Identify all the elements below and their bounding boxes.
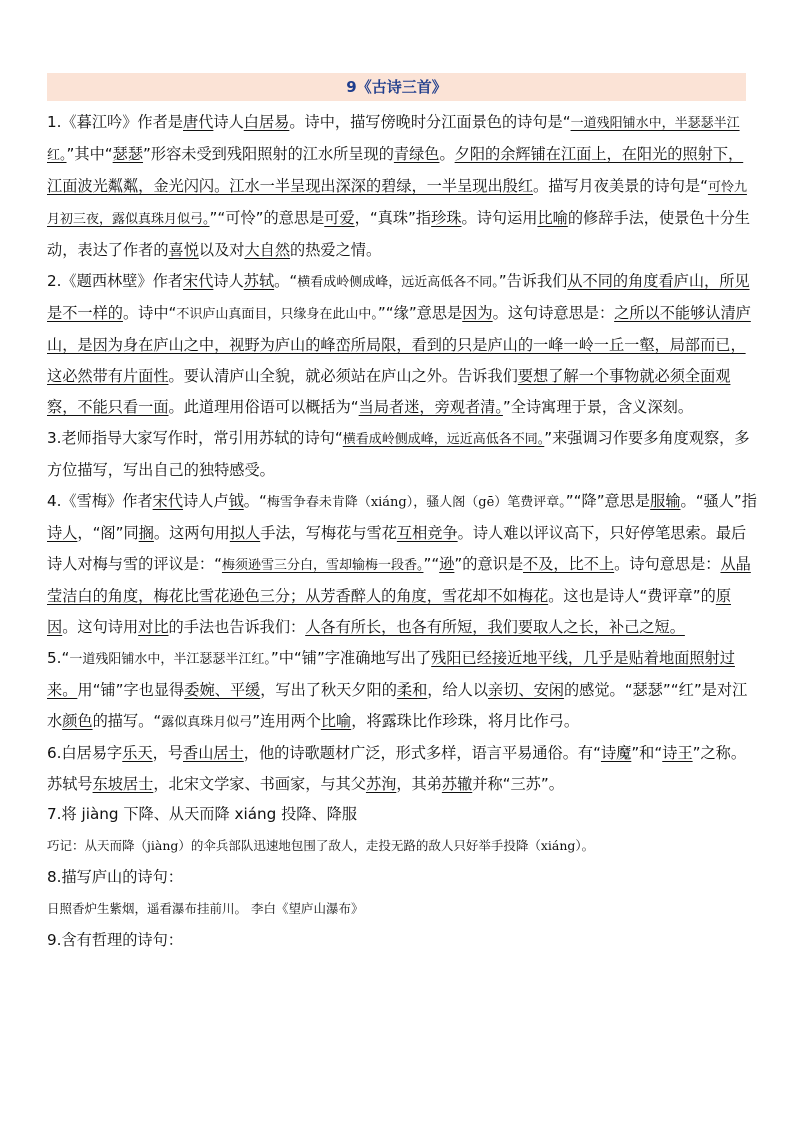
answer-text: 要想了解一个事物就必须全面观察，不能只看一面 — [47, 367, 731, 416]
answer-text: 拟人 — [229, 524, 261, 542]
text-run: 。这两句用 — [153, 524, 230, 542]
note-paragraph — [47, 107, 757, 266]
answer-text: 人各有所长，也各有所短，我们要取人之长，补己之短。 — [305, 618, 685, 636]
answer-text: 互相竞争 — [396, 524, 458, 542]
text-run: 8.描写庐山的诗句： — [47, 868, 183, 886]
text-run: ，“真珠”指 — [354, 209, 432, 227]
text-run: 诗人卢 — [183, 492, 229, 510]
text-run: 手法，写梅花与雪花 — [260, 524, 397, 542]
note-paragraph — [47, 863, 757, 892]
text-run: 5.“ — [47, 649, 70, 667]
text-run: ，号 — [152, 744, 183, 762]
text-run: 以及对 — [198, 241, 245, 259]
text-run: ，他的诗歌题材广泛，形式多样，语言平易通俗。有“ — [243, 744, 601, 762]
answer-text: 钺 — [228, 492, 244, 510]
text-run: ”之称。苏轼号 — [47, 744, 747, 793]
text-run: 。“骚人”指 — [680, 492, 757, 510]
text-run: 6.白居易字 — [47, 744, 123, 762]
text-run: ”来强调习作要多角度观察，多方位描写，写出自己的独特感受。 — [47, 429, 750, 479]
text-run: 。此道理用俗语可以概括为“ — [168, 398, 359, 416]
answer-text: 横看成岭侧成峰，远近高低各不同。 — [342, 432, 545, 447]
text-run: 的手法也告诉我们： — [168, 618, 306, 636]
text-run: ”“ — [423, 555, 440, 573]
answer-text: 残阳已经接近地平线，几乎是贴着地面照射过来。 — [47, 649, 735, 699]
answer-text: 从不同的角度看庐山，所见是不一样的 — [47, 272, 750, 322]
answer-text: 香山居士 — [183, 744, 244, 762]
text-run: 用“铺”字也显得 — [77, 681, 185, 699]
answer-text: 苏洵 — [365, 775, 397, 793]
answer-text: 苏辙 — [441, 775, 473, 793]
text-run: 7.将 jiàng 下降、从天而降 xiáng 投降、降服 — [47, 805, 358, 823]
text-run: 的描写。“ — [92, 712, 162, 730]
answer-text: 诗魔 — [600, 744, 632, 762]
answer-text: 亲切、安闲 — [488, 681, 564, 699]
answer-text: 诗人 — [47, 524, 78, 542]
answer-text: 原因 — [47, 587, 731, 636]
text-run: 2.《题西林壁》作者 — [47, 272, 183, 290]
answer-text: 颜色 — [62, 712, 93, 730]
text-run: 诗人 — [213, 272, 244, 290]
text-run: ，给人以 — [427, 681, 488, 699]
answer-text: 梅须逊雪三分白，雪却输梅一段香。 — [221, 558, 424, 573]
answer-text: 可怜九月初三夜，露似真珠月似弓。 — [47, 180, 747, 227]
text-run: 横看成岭侧成峰，远近高低各不同。 — [297, 275, 499, 290]
text-run: 。“ — [274, 272, 298, 290]
note-paragraph — [47, 926, 757, 955]
text-run: 巧记：从天而降（jiàng）的伞兵部队迅速地包围了敌人，走投无路的敌人只好举手投降（xiáng）。 — [47, 838, 595, 853]
answer-text: 之所以不能够认清庐山，是因为身在庐山之中，视野为庐山的峰峦所局限，看到的只是庐山的一峰一岭一丘一壑，局部而已，这必然带有片面性 — [47, 304, 751, 385]
note-paragraph — [47, 266, 757, 423]
text-run: 。“ — [243, 492, 267, 510]
note-paragraph — [47, 423, 757, 486]
answer-text: 不及，比不上 — [523, 555, 615, 573]
notes-body — [47, 107, 757, 955]
text-run: ”“可怜”的意思是 — [209, 209, 325, 227]
answer-text: 唐代 — [183, 113, 214, 131]
answer-text: 搁 — [138, 524, 154, 542]
text-run: 。这也是诗人“费评章”的 — [548, 587, 716, 605]
text-run: ，“阁”同 — [77, 524, 139, 542]
text-run: 。描写月夜美景的诗句是“ — [533, 177, 708, 195]
text-run: ”“降”意思是 — [565, 492, 651, 510]
text-run: ”中“铺”字准确地写出了 — [270, 649, 432, 667]
answer-text: 委婉、平缓 — [184, 681, 261, 699]
answer-text: 对比 — [138, 618, 169, 636]
text-run: 9.含有哲理的诗句： — [47, 931, 183, 949]
answer-text: 比喻 — [537, 209, 568, 227]
answer-text: 因为 — [462, 304, 493, 322]
text-run: ”告诉我们 — [498, 272, 568, 290]
answer-text: 一道残阳铺水中，半瑟瑟半江红。 — [47, 116, 740, 163]
answer-text: 宋代 — [152, 492, 183, 510]
page-title: 9《古诗三首》 — [47, 73, 746, 101]
text-run: 一道残阳铺水中，半江瑟瑟半江红。 — [69, 652, 271, 667]
answer-text: 当局者迷，旁观者清。 — [358, 398, 503, 416]
answer-text: 乐天 — [122, 744, 153, 762]
answer-text: 柔和 — [396, 681, 428, 699]
answer-text: 比喻 — [320, 712, 352, 730]
text-run: 不识庐山真面目，只缘身在此山中。 — [176, 307, 378, 322]
text-run: 。这句诗意思是： — [492, 304, 615, 322]
text-run: 3.老师指导大家写作时，常引用苏轼的诗句“ — [47, 429, 343, 447]
text-run: 。诗句意思是： — [614, 555, 721, 573]
text-run: ，其弟 — [396, 775, 442, 793]
text-run: ”“缘”意思是 — [377, 304, 463, 322]
answer-text: 瑟瑟 — [112, 145, 144, 163]
text-run: ”的意识是 — [454, 555, 524, 573]
text-run: 梅雪争春未肯降（xiáng），骚人阁（gē）笔费评章。 — [266, 495, 566, 510]
text-run: 。诗人难以评议高下，只好停笔思索。最后诗人对梅与雪的评议是：“ — [47, 524, 747, 573]
text-run: 的感觉。“瑟瑟”“红”是对江水 — [47, 681, 748, 730]
note-paragraph — [47, 643, 757, 738]
answer-text: 服输 — [650, 492, 681, 510]
note-paragraph — [47, 486, 757, 643]
answer-text: 宋代 — [183, 272, 214, 290]
text-run: 4.《雪梅》作者 — [47, 492, 153, 510]
text-run: 。诗句运用 — [461, 209, 538, 227]
answer-text: 可爱 — [324, 209, 355, 227]
text-run: 日照香炉生紫烟，遥看瀑布挂前川。 李白《望庐山瀑布》 — [47, 901, 364, 916]
answer-text: 青绿色 — [393, 145, 440, 163]
text-run: 的修辞手法，使景色十分生动，表达了作者的 — [47, 209, 751, 259]
answer-text: 白居易 — [243, 113, 290, 131]
answer-text: 东坡居士 — [92, 775, 154, 793]
answer-text: 逊 — [439, 555, 455, 573]
text-run: 。诗中，描写傍晚时分江面景色的诗句是“ — [289, 113, 571, 131]
text-run: 并称“三苏”。 — [472, 775, 564, 793]
text-run: 1.《暮江吟》作者是 — [47, 113, 183, 131]
text-run: ”连用两个 — [252, 712, 321, 730]
answer-text: 喜悦 — [168, 241, 199, 259]
text-run: 的热爱之情。 — [290, 241, 382, 259]
text-run: ”其中“ — [66, 145, 113, 163]
note-paragraph — [47, 738, 757, 800]
text-run: ，写出了秋天夕阳的 — [260, 681, 397, 699]
text-run: 。诗中“ — [122, 304, 177, 322]
answer-text: 夕阳的余辉铺在江面上，在阳光的照射下，江面波光粼粼，金光闪闪。江水一半呈现出深深的碧绿，一半呈现出殷红 — [47, 145, 744, 195]
text-run: 。 — [439, 145, 455, 163]
answer-text: 珍珠 — [431, 209, 462, 227]
note-paragraph — [47, 800, 757, 829]
text-run: 。要认清庐山全貌，就必须站在庐山之外。告诉我们 — [168, 367, 518, 385]
text-run: ，将露珠比作珍珠，将月比作弓。 — [351, 712, 580, 730]
note-paragraph — [47, 829, 757, 863]
text-run: 。这句诗用 — [62, 618, 139, 636]
text-run: ”全诗寓理于景，含义深刻。 — [502, 398, 694, 416]
text-run: 诗人 — [213, 113, 244, 131]
answer-text: 苏轼 — [243, 272, 275, 290]
answer-text: 诗王 — [662, 744, 693, 762]
text-run: 露似真珠月似弓 — [161, 715, 253, 730]
text-run: ，北宋文学家、书画家，与其父 — [153, 775, 366, 793]
note-paragraph — [47, 892, 757, 926]
text-run: ”形容未受到残阳照射的江水所呈现的 — [143, 145, 394, 163]
answer-text: 大自然 — [244, 241, 290, 259]
text-run: ”和“ — [631, 744, 663, 762]
answer-text: 从晶莹洁白的角度，梅花比雪花逊色三分；从芳香醉人的角度，雪花却不如梅花 — [47, 555, 751, 605]
